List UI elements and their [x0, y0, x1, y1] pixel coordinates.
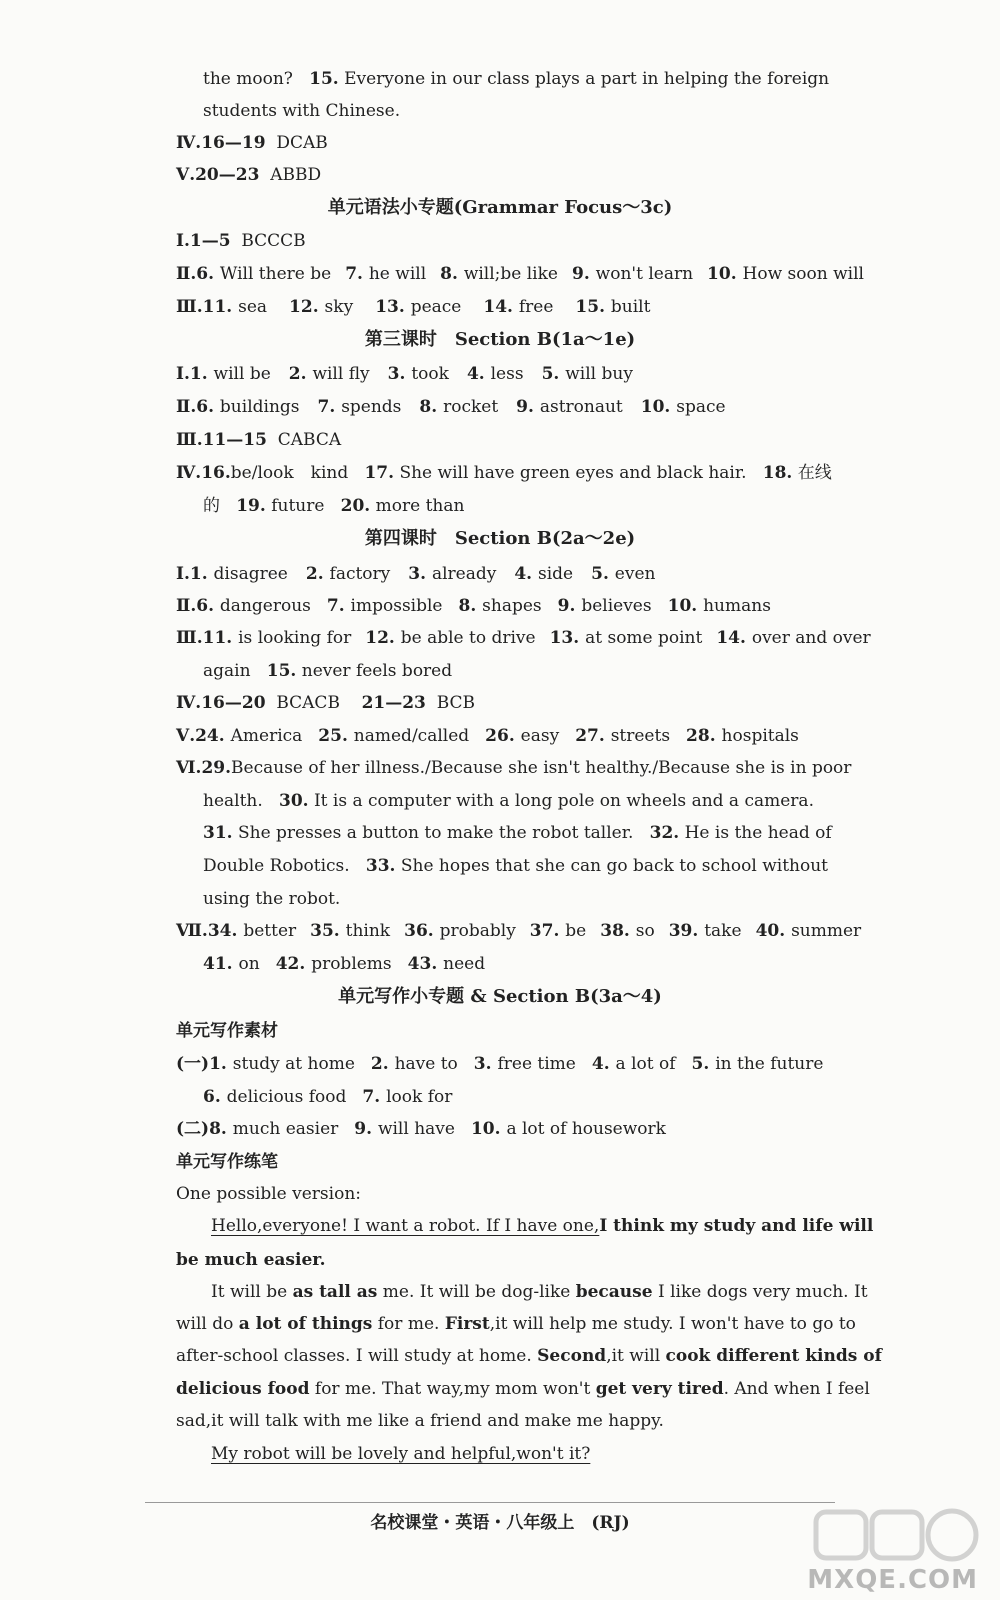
page-footer: 名校课堂・英语・八年级上 (RJ): [370, 1513, 630, 1533]
answer-line: [176, 132, 826, 154]
answer-text: ABBD: [270, 165, 322, 185]
item-number: 36.: [404, 921, 440, 941]
item-number: 9.: [516, 397, 540, 417]
item-number: 32.: [649, 823, 680, 843]
answer-text: sea: [238, 297, 268, 317]
answer-line: [176, 563, 826, 585]
item-number: 4.: [591, 1054, 616, 1074]
essay-text: ,it will: [606, 1346, 666, 1366]
answer-item: [375, 297, 461, 317]
answer-line: [176, 164, 826, 186]
answer-item: [459, 596, 542, 616]
answer-line: [176, 363, 826, 385]
essay-keyword: First: [444, 1314, 490, 1334]
footer-divider: [145, 1502, 835, 1503]
answer-text: students with Chinese.: [203, 101, 401, 121]
answer-text: using the robot.: [203, 889, 341, 909]
answer-text: side: [538, 564, 574, 584]
item-number: 10.: [707, 264, 743, 284]
answer-text: 在线: [797, 463, 832, 483]
essay-text: ,it will help me study. I won't have to go to: [489, 1314, 856, 1334]
section-heading: 第三课时 Section B(1a～1e): [364, 329, 636, 350]
answer-line: [203, 888, 853, 910]
answer-text: BCACB: [276, 693, 340, 713]
answer-text: take: [704, 921, 742, 941]
answer-text: he will: [368, 264, 427, 284]
answer-item: [327, 596, 443, 616]
answer-text: CABCA: [277, 430, 342, 450]
answer-item: [756, 921, 862, 941]
answer-text: never feels bored: [301, 661, 453, 681]
item-number: 8.: [440, 264, 464, 284]
answer-text: America: [230, 726, 303, 746]
answer-text: won't learn: [595, 264, 694, 284]
answer-text: will have: [377, 1119, 455, 1139]
item-number: 41.: [203, 954, 239, 974]
answer-item: [550, 628, 703, 648]
item-number: Ⅰ.1—5: [176, 231, 231, 251]
item-number: 5.: [591, 564, 615, 584]
answer-item: [176, 297, 267, 317]
answer-item: [467, 364, 524, 384]
item-number: 9.: [557, 596, 582, 616]
answer-line: [176, 692, 826, 714]
answer-item: [641, 397, 726, 417]
answer-text: built: [610, 297, 651, 317]
essay-keyword: as tall as: [292, 1282, 378, 1302]
item-number: 5.: [541, 364, 566, 384]
item-number: 3.: [473, 1054, 498, 1074]
answer-item: [419, 397, 498, 417]
item-number: 2.: [288, 364, 313, 384]
essay-line: [176, 1249, 826, 1271]
item-number: 10.: [640, 397, 677, 417]
item-number: 3.: [408, 564, 432, 584]
answer-line: [203, 822, 853, 844]
item-number: 38.: [600, 921, 636, 941]
answer-text: impossible: [350, 596, 443, 616]
answer-text: already: [431, 564, 497, 584]
item-number: 42.: [275, 954, 312, 974]
answer-text: on: [238, 954, 260, 974]
answer-text: a lot of housework: [506, 1119, 666, 1139]
item-number: 5.: [691, 1054, 716, 1074]
essay-text: Hello,everyone! I want a robot. If I have one,: [211, 1216, 600, 1236]
answer-item: [542, 364, 633, 384]
answer-text: is looking for: [238, 628, 352, 648]
answer-text: look for: [386, 1087, 453, 1107]
answer-text: space: [676, 397, 726, 417]
item-number: 37.: [529, 921, 566, 941]
answer-text: disagree: [213, 564, 288, 584]
answer-item: [483, 297, 553, 317]
essay-keyword: a lot of things: [238, 1314, 373, 1334]
answer-item: [530, 921, 586, 941]
answer-line: [203, 495, 853, 517]
answer-line: [176, 296, 826, 318]
answer-text: Double Robotics.: [203, 856, 350, 876]
essay-text: for me. That way,my mom won't: [309, 1379, 596, 1399]
item-number: Ⅴ.24.: [176, 726, 231, 746]
answer-text: probably: [439, 921, 516, 941]
answer-text: Everyone in our class plays a part in helping the foreign: [344, 69, 830, 89]
item-number: Ⅳ.16.: [176, 463, 231, 483]
item-number: 2.: [305, 564, 330, 584]
essay-text: after-school classes. I will study at home.: [176, 1346, 538, 1366]
answer-text: need: [443, 954, 486, 974]
item-number: 40.: [755, 921, 792, 941]
answer-line: [176, 725, 826, 747]
answer-text: be/look kind: [230, 463, 349, 483]
item-number: 13.: [375, 297, 411, 317]
answer-item: [176, 726, 302, 746]
answer-text: Because of her illness./Because she isn't healthy./Because she is in poor: [231, 758, 852, 778]
answer-text: will fly: [312, 364, 370, 384]
answer-item: [371, 1054, 458, 1074]
answer-line: [176, 396, 826, 418]
answer-item: [318, 397, 402, 417]
answer-item: [176, 564, 288, 584]
answer-item: [345, 264, 426, 284]
answer-item: [362, 1087, 452, 1107]
answer-item: [176, 264, 331, 284]
answer-text: 的: [203, 496, 220, 516]
item-number: Ⅱ.6.: [176, 264, 220, 284]
answer-text: health.: [203, 791, 263, 811]
subsection-title: 单元写作素材: [176, 1021, 278, 1041]
answer-text: Will there be: [219, 264, 332, 284]
item-number: Ⅳ.16—19: [176, 133, 266, 153]
essay-text: for me.: [372, 1314, 445, 1334]
answer-item: [591, 564, 655, 584]
answer-text: buildings: [219, 397, 300, 417]
answer-item: [408, 564, 496, 584]
item-number: 7.: [326, 596, 351, 616]
answer-line: [203, 953, 853, 975]
answer-text: less: [490, 364, 524, 384]
answer-text: dangerous: [219, 596, 311, 616]
answer-item: [176, 1119, 338, 1139]
answer-line: [176, 627, 871, 649]
section-heading: 单元语法小专题(Grammar Focus～3c): [327, 197, 673, 218]
answer-line: [176, 429, 826, 451]
answer-text: named/called: [353, 726, 470, 746]
answer-text: BCB: [436, 693, 476, 713]
item-number: Ⅲ.11.: [176, 628, 239, 648]
answer-line: [203, 855, 853, 877]
answer-text: have to: [394, 1054, 458, 1074]
item-number: Ⅰ.1.: [176, 364, 214, 384]
answer-item: [707, 264, 864, 284]
essay-text: I like dogs very much. It: [652, 1282, 868, 1302]
watermark-text: MXQE.COM: [807, 1565, 978, 1595]
essay-text: me. It will be dog-like: [377, 1282, 576, 1302]
answer-text: delicious food: [226, 1087, 347, 1107]
answer-item: [289, 364, 370, 384]
answer-text: She will have green eyes and black hair.: [399, 463, 747, 483]
item-number: 43.: [407, 954, 444, 974]
essay-keyword: I think my study and life will: [599, 1216, 874, 1236]
answer-text: sky: [324, 297, 354, 317]
answer-line: [203, 1086, 853, 1108]
answer-line: [176, 595, 826, 617]
item-number: 2.: [370, 1054, 395, 1074]
answer-line: [176, 1118, 826, 1140]
item-number: 39.: [668, 921, 705, 941]
answer-item: [668, 596, 771, 616]
essay-keyword: because: [575, 1282, 653, 1302]
answer-text: over and over: [751, 628, 871, 648]
answer-text: will buy: [565, 364, 633, 384]
answer-item: [289, 297, 353, 317]
section-heading: 第四课时 Section B(2a～2e): [364, 528, 636, 549]
answer-line: [203, 660, 853, 682]
item-number: 31.: [203, 823, 233, 843]
answer-text: better: [243, 921, 297, 941]
answer-text: She presses a button to make the robot taller.: [237, 823, 634, 843]
item-number: 28.: [686, 726, 722, 746]
item-number: 7.: [362, 1087, 387, 1107]
item-number: 21—23: [361, 693, 426, 713]
answer-item: [558, 596, 652, 616]
item-number: (一)1.: [176, 1054, 233, 1074]
item-number: 10.: [470, 1119, 507, 1139]
answer-item: [176, 628, 351, 648]
answer-text: study at home: [232, 1054, 355, 1074]
answer-text: He is the head of: [684, 823, 832, 843]
answer-text: a lot of: [615, 1054, 676, 1074]
item-number: 19.: [236, 496, 266, 516]
essay-line: [211, 1281, 868, 1303]
item-number: 14.: [483, 297, 519, 317]
item-number: 15.: [575, 297, 611, 317]
answer-item: [176, 397, 300, 417]
answer-item: [408, 954, 485, 974]
item-number: 8.: [458, 596, 483, 616]
answer-item: [514, 564, 573, 584]
answer-text: factory: [329, 564, 391, 584]
answer-text: took: [411, 364, 449, 384]
answer-text: It is a computer with a long pole on wheels and a camera.: [313, 791, 814, 811]
item-number: Ⅲ.11—15: [176, 430, 267, 450]
essay-text: sad,it will talk with me like a friend and make me happy.: [176, 1411, 664, 1431]
essay-line: [211, 1443, 861, 1465]
item-number: 7.: [345, 264, 369, 284]
answer-text: shapes: [482, 596, 542, 616]
answer-item: [176, 596, 311, 616]
item-number: 35.: [310, 921, 346, 941]
answer-item: [276, 954, 392, 974]
answer-item: [176, 921, 296, 941]
essay-keyword: Second: [537, 1346, 607, 1366]
answer-text: believes: [581, 596, 652, 616]
answer-text: problems: [311, 954, 392, 974]
answer-text: rocket: [443, 397, 499, 417]
answer-item: [516, 397, 623, 417]
answer-text: free time: [497, 1054, 576, 1074]
item-number: 20.: [340, 496, 371, 516]
answer-text: will;be like: [463, 264, 558, 284]
answer-line: [176, 757, 852, 779]
answer-text: hospitals: [721, 726, 799, 746]
item-number: Ⅵ.29.: [176, 758, 232, 778]
item-number: Ⅲ.11.: [176, 297, 239, 317]
answer-text: in the future: [715, 1054, 824, 1074]
answer-item: [440, 264, 558, 284]
item-number: 15.: [266, 661, 297, 681]
item-number: (二)8.: [176, 1119, 233, 1139]
essay-line: [176, 1410, 826, 1432]
answer-text: think: [345, 921, 391, 941]
answer-item: [176, 364, 271, 384]
answer-text: free: [518, 297, 554, 317]
item-number: 9.: [572, 264, 596, 284]
answer-line: [203, 790, 853, 812]
item-number: Ⅴ.20—23: [176, 165, 260, 185]
item-number: 13.: [549, 628, 586, 648]
answer-text: at some point: [585, 628, 703, 648]
section-heading: 单元写作小专题 & Section B(3a～4): [338, 986, 662, 1007]
answer-item: [474, 1054, 576, 1074]
answer-item: [686, 726, 799, 746]
essay-line: [211, 1215, 874, 1237]
answer-item: [176, 1054, 355, 1074]
answer-item: [572, 264, 693, 284]
item-number: 7.: [317, 397, 342, 417]
answer-line: [203, 100, 853, 122]
item-number: 25.: [318, 726, 354, 746]
answer-line: One possible version:: [176, 1184, 361, 1204]
item-number: 9.: [354, 1119, 378, 1139]
answer-item: [404, 921, 516, 941]
answer-text: streets: [610, 726, 671, 746]
answer-item: [575, 297, 650, 317]
answer-text: How soon will: [742, 264, 864, 284]
item-number: Ⅱ.6.: [176, 397, 220, 417]
answer-item: [203, 954, 260, 974]
answer-text: be able to drive: [400, 628, 536, 648]
essay-line: [176, 1345, 882, 1367]
item-number: 27.: [575, 726, 611, 746]
essay-keyword: be much easier.: [176, 1250, 326, 1270]
item-number: 15.: [309, 69, 339, 89]
essay-keyword: delicious food: [176, 1379, 310, 1399]
essay-line: [176, 1313, 856, 1335]
answer-text: DCAB: [276, 133, 328, 153]
item-number: 8.: [419, 397, 444, 417]
answer-item: [471, 1119, 666, 1139]
answer-line: [203, 68, 853, 90]
answer-item: [354, 1119, 455, 1139]
answer-item: [203, 1087, 346, 1107]
item-number: 33.: [365, 856, 396, 876]
item-number: 17.: [364, 463, 395, 483]
answer-item: [388, 364, 449, 384]
answer-item: [306, 564, 390, 584]
item-number: 4.: [466, 364, 491, 384]
item-number: 30.: [278, 791, 309, 811]
essay-text: . And when I feel: [723, 1379, 870, 1399]
answer-text: the moon?: [203, 69, 293, 89]
answer-text: so: [635, 921, 655, 941]
item-number: 10.: [667, 596, 704, 616]
answer-line: [176, 462, 832, 484]
answer-text: astronaut: [539, 397, 623, 417]
item-number: 14.: [716, 628, 752, 648]
item-number: Ⅰ.1.: [176, 564, 214, 584]
answer-text: again: [203, 661, 251, 681]
essay-text: It will be: [211, 1282, 293, 1302]
answer-line: [176, 1053, 826, 1075]
answer-item: [669, 921, 742, 941]
answer-item: [716, 628, 870, 648]
answer-item: [592, 1054, 676, 1074]
subsection-title: 单元写作练笔: [176, 1152, 278, 1172]
answer-text: peace: [410, 297, 462, 317]
answer-text: spends: [341, 397, 402, 417]
essay-keyword: cook different kinds of: [665, 1346, 882, 1366]
essay-text: My robot will be lovely and helpful,won't it?: [211, 1444, 591, 1464]
item-number: 26.: [485, 726, 521, 746]
essay-keyword: get very tired: [595, 1379, 724, 1399]
answer-item: [310, 921, 390, 941]
answer-item: [485, 726, 559, 746]
answer-text: summer: [791, 921, 862, 941]
answer-line: [176, 920, 862, 942]
item-number: 18.: [762, 463, 793, 483]
item-number: 4.: [514, 564, 539, 584]
answer-item: [692, 1054, 824, 1074]
answer-text: will be: [213, 364, 271, 384]
essay-text: will do: [176, 1314, 239, 1334]
answer-item: [365, 628, 535, 648]
item-number: 12.: [365, 628, 401, 648]
answer-line: [176, 230, 826, 252]
essay-line: [176, 1378, 870, 1400]
answer-text: even: [614, 564, 656, 584]
item-number: Ⅶ.34.: [176, 921, 244, 941]
answer-text: more than: [375, 496, 465, 516]
answer-text: be: [565, 921, 587, 941]
answer-text: future: [271, 496, 325, 516]
item-number: 6.: [203, 1087, 227, 1107]
answer-text: humans: [703, 596, 771, 616]
answer-item: [318, 726, 469, 746]
item-number: 3.: [387, 364, 412, 384]
answer-item: [600, 921, 654, 941]
answer-text: much easier: [232, 1119, 339, 1139]
answer-item: [575, 726, 670, 746]
item-number: Ⅳ.16—20: [176, 693, 266, 713]
item-number: 12.: [289, 297, 325, 317]
answer-text: BCCCB: [241, 231, 306, 251]
answer-text: She hopes that she can go back to school without: [400, 856, 829, 876]
item-number: Ⅱ.6.: [176, 596, 220, 616]
answer-line: [176, 263, 864, 285]
answer-text: easy: [520, 726, 560, 746]
